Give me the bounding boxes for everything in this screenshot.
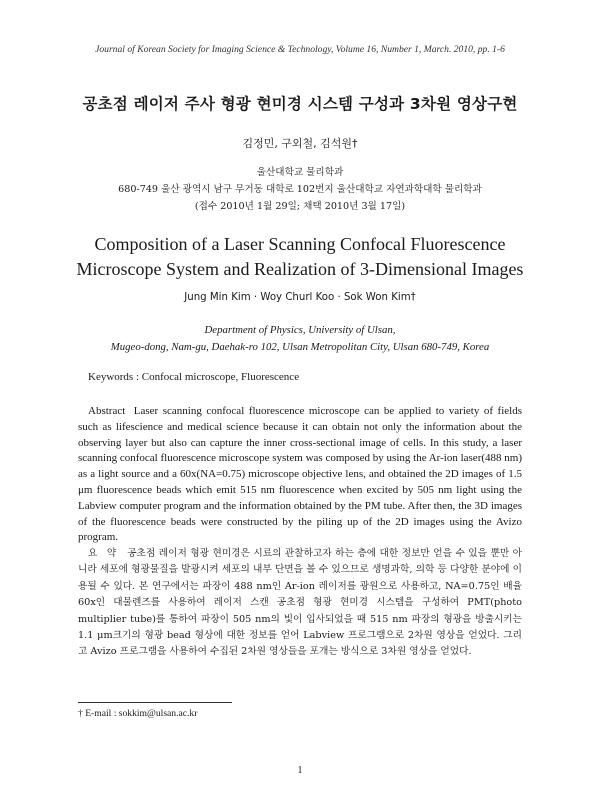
abstract-label: Abstract <box>88 405 126 417</box>
english-affiliation-line: Department of Physics, University of Ulsan, <box>204 324 396 336</box>
english-affiliation-line: Mugeo-dong, Nam-gu, Daehak-ro 102, Ulsan Metropolitan City, Ulsan 680-749, Korea <box>110 341 490 353</box>
korean-affiliation-line: 울산대학교 물리학과 <box>256 167 344 178</box>
korean-affiliation-line: 680-749 울산 광역시 남구 무거동 대학로 102번지 울산대학교 자연과학대학 물리학과 <box>118 184 482 195</box>
english-authors: Jung Min Kim · Woy Churl Koo · Sok Won Kim† <box>184 292 416 303</box>
english-title-line: Composition of a Laser Scanning Confocal Fluorescence <box>94 234 506 254</box>
journal-header: Journal of Korean Society for Imaging Science & Technology, Volume 16, Number 1, March. 2010, pp. 1-6 <box>95 44 505 55</box>
korean-authors: 김정민, 구외철, 김석원† <box>242 137 358 150</box>
korean-received-dates: (접수 2010년 1월 29일; 채택 2010년 3월 17일) <box>194 201 406 212</box>
english-title-line: Microscope System and Realization of 3-Dimensional Images <box>76 259 524 279</box>
keywords: Keywords : Confocal microscope, Fluorescence <box>88 371 300 383</box>
footnote-email: † E-mail : sokkim@ulsan.ac.kr <box>78 708 198 719</box>
korean-abstract-text: 공초점 레이저 형광 현미경은 시료의 관찰하고자 하는 층에 대한 정보만 얻을 수 있을 뿐만 아니라 세포에 형광물질을 발광시켜 세포의 내부 단면을 볼 수 있으므로 생명과학, 의학 등 다양한 분야에 이용될 수 있다. 본 연구에서는 파장이 488 nm인 Ar-ion 레이저를 광원으로 사용하고, NA=0.75인 배율 60x인 대물렌즈를 사용하여 레이저 스캔 공초점 형광 현미경 시스템을 구성하여 PMT(photo multiplier tube)를 통하여 파장이 505 nm의 빛이 입사되었을 때 515 nm 파장의 형광을 방출시키는 1.1 μm크기의 형광 bead 형상에 대한 정보를 얻어 Labview 프로그램으로 2차원 영상을 얻었다. 그리고 Avizo 프로그램을 사용하여 수집된 2차원 영상들을 포개는 방식으로 3차원 영상을 얻었다. <box>78 548 523 658</box>
abstract-text: Laser scanning confocal fluorescence microscope can be applied to variety of fields such as lifescience and medical science because it can obtain not only the information about the observing layer but also can capture the inner cross-sectional image of cells. In this study, a laser scanning confocal fluorescence microscope system was composed by using the Ar-ion laser(488 nm) as a light source and a 60x(NA=0.75) microscope objective lens, and obtained the 2D images of 1.5 μm fluorescence beads which emit 515 nm fluorescence when excited by 505 nm light using the Labview computer program and the information obtained by the PM tube. After then, the 3D images of the fluorescence beads were constructed by the piling up of the 2D images using the Avizo program. <box>78 405 522 544</box>
korean-abstract-label: 요 약 <box>88 548 120 559</box>
korean-title: 공초점 레이저 주사 형광 현미경 시스템 구성과 3차원 영상구현 <box>82 95 518 113</box>
english-title <box>40 232 560 282</box>
korean-abstract <box>78 546 522 661</box>
footnote-divider <box>78 702 232 703</box>
abstract <box>78 404 522 546</box>
page-number: 1 <box>297 765 303 776</box>
